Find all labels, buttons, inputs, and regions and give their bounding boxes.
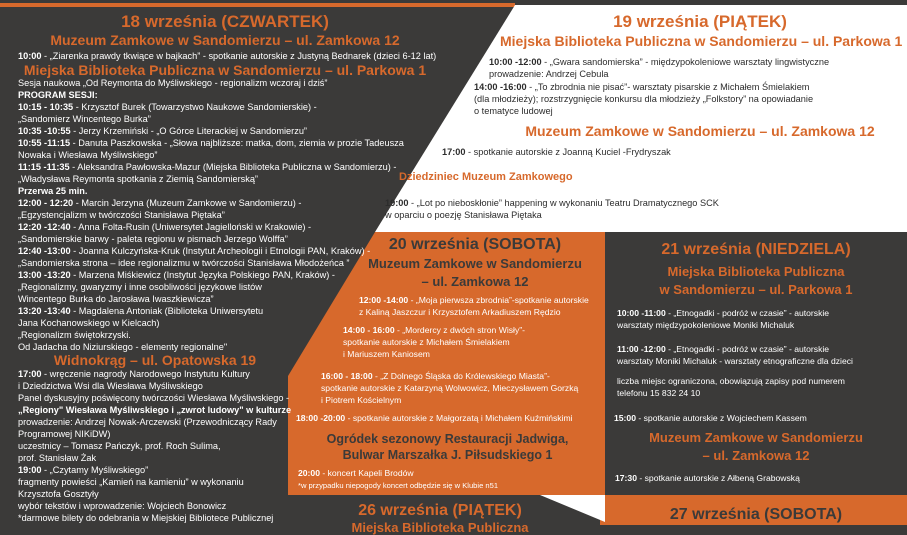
schedule-line (474, 81, 813, 93)
schedule-line (18, 392, 291, 404)
schedule-line (296, 412, 573, 424)
schedule-time: „Regiony" Wiesława Myśliwskiego i „zwrot ludowy" w kulturze (18, 405, 292, 415)
day20-event-2 (343, 324, 525, 360)
schedule-text: spotkanie autorskie z Katarzyną Wolwowicz, Mieczysławem Gorzką (321, 383, 579, 393)
day20-event-1 (359, 294, 589, 318)
schedule-line (18, 50, 436, 62)
schedule-time: 10:55 -11:15 (18, 138, 71, 148)
schedule-line (18, 380, 291, 392)
schedule-line (617, 355, 853, 367)
top-orange-stripe (0, 3, 515, 7)
day20-event-4 (296, 412, 573, 424)
schedule-text: prowadzenie: Andrzej Nowak-Arczewski (Przewodniczący Rady (18, 417, 277, 427)
schedule-text: Panel dyskusyjny poświęcony twórczości Wiesława Myśliwskiego - (18, 393, 290, 403)
schedule-line (442, 146, 671, 158)
schedule-text: i Mariuszem Kaniosem (343, 349, 430, 359)
schedule-time: 11:15 -11:35 (18, 162, 70, 172)
schedule-time: 16:00 - 18:00 (321, 371, 373, 381)
schedule-text: - „Moja pierwsza zbrodnia”-spotkanie autorskie (408, 295, 589, 305)
schedule-text: - Joanna Kulczyńska-Kruk (Instytut Archeologii i Etnologii PAN, Kraków) - (70, 246, 371, 256)
schedule-time: 10:00 -12:00 (489, 57, 542, 67)
schedule-time: 13:20 -13:40 (18, 306, 71, 316)
schedule-line (18, 257, 404, 269)
schedule-time: 13:00 -13:20 (18, 270, 71, 280)
schedule-text: Wincentego Burka do Jarosława Iwaszkiewicza” (18, 294, 214, 304)
schedule-line (489, 56, 829, 68)
schedule-text: „Regionalizm świętokrzyski. (18, 330, 131, 340)
schedule-text: - „Z Dolnego Śląska do Królewskiego Miasta”- (372, 371, 550, 381)
day19-happening (385, 197, 719, 221)
schedule-text: - Krzysztof Burek (Towarzystwo Naukowe Sandomierskie) - (73, 102, 317, 112)
schedule-line (617, 307, 829, 319)
day26-title: 26 września (PIĄTEK) (358, 502, 522, 519)
schedule-line (18, 404, 291, 416)
schedule-time: 17:00 (18, 369, 42, 379)
schedule-line (18, 149, 404, 161)
schedule-line (18, 269, 404, 281)
day20-event-3 (321, 370, 578, 406)
schedule-time: 12:20 -12:40 (18, 222, 71, 232)
schedule-text: - Marzena Miśkiewicz (Instytut Języka Polskiego PAN, Kraków) - (70, 270, 335, 280)
day18-venue-library: Miejska Biblioteka Publiczna w Sandomierzu – ul. Parkowa 1 (23, 62, 427, 78)
schedule-text: Sesja naukowa „Od Reymonta do Myśliwskiego - regionalizm wczoraj i dziś” (18, 78, 328, 88)
schedule-line (18, 137, 404, 149)
day20-concert (298, 467, 414, 479)
schedule-time: 15:00 (614, 413, 636, 423)
day18-morning-events (18, 50, 436, 62)
schedule-text: telefonu 15 832 24 10 (617, 388, 701, 398)
schedule-text: Od Jadacha do Niziurskiego - elementy regionalne" (18, 342, 228, 352)
day21-workshop-2 (617, 343, 853, 367)
schedule-time: 12:00 -14:00 (359, 295, 409, 305)
schedule-text: - „Etnogadki - podróż w czasie” - autorskie (665, 344, 830, 354)
schedule-text: - wręczenie nagrody Narodowego Instytutu Kultury (41, 369, 250, 379)
schedule-time: Przerwa 25 min. (18, 186, 88, 196)
schedule-line (18, 113, 404, 125)
schedule-time: 18:00 -20:00 (296, 413, 346, 423)
schedule-text: - Danuta Paszkowska - „Słowa najbliższe: matka, dom, ziemia w prozie Tadeusza (70, 138, 404, 148)
schedule-line (18, 476, 291, 488)
schedule-line (617, 375, 845, 387)
day20-concert-note: *w przypadku niepogody koncert odbędzie się w Klubie n51 (298, 481, 499, 490)
day18-venue-museum: Muzeum Zamkowe w Sandomierzu – ul. Zamkowa 12 (50, 32, 400, 48)
schedule-text: - spotkanie autorskie z Joanną Kuciel -Frydryszak (465, 147, 671, 157)
schedule-text: „Sandomierskie barwy - paleta regionu w pismach Jerzego Wolffa” (18, 234, 288, 244)
schedule-line (18, 305, 404, 317)
schedule-text: - „Lot po nieboskłonie” happening w wykonaniu Teatru Dramatycznego SCK (408, 198, 719, 208)
schedule-time: 17:30 (615, 473, 637, 483)
schedule-text: liczba miejsc ograniczona, obowiązują zapisy pod numerem (617, 376, 845, 386)
schedule-text: Jana Kochanowskiego w Kielcach) (18, 318, 160, 328)
schedule-text: - „To zbrodnia nie pisać”- warsztaty pisarskie z Michałem Śmielakiem (526, 82, 810, 92)
schedule-line (18, 245, 404, 257)
schedule-line (18, 89, 404, 101)
schedule-line (18, 101, 404, 113)
schedule-text: Programowej NIKiDW) (18, 429, 111, 439)
schedule-text: - Jerzy Krzemiński - „O Górce Literackiej w Sandomierzu” (70, 126, 307, 136)
day20-venue-garden-line2: Bulwar Marszałka J. Piłsudskiego 1 (342, 448, 553, 462)
day19-author-meeting (442, 146, 671, 158)
schedule-line (18, 197, 404, 209)
schedule-line (18, 500, 291, 512)
schedule-time: 10:15 - 10:35 (18, 102, 74, 112)
schedule-line (18, 512, 291, 524)
schedule-line (614, 412, 807, 424)
day27-title: 27 września (SOBOTA) (669, 506, 843, 523)
day21-workshop-1 (617, 307, 829, 331)
schedule-text: - Aleksandra Pawłowska-Mazur (Miejska Biblioteka Publiczna w Sandomierzu) - (69, 162, 397, 172)
schedule-text: - spotkanie autorskie z Ałbeną Grabowską (636, 473, 800, 483)
schedule-time: PROGRAM SESJI: (18, 90, 98, 100)
schedule-text: i Piotrem Kościelnym (321, 395, 402, 405)
schedule-time: 12:40 -13:00 (18, 246, 71, 256)
schedule-line (18, 293, 404, 305)
schedule-text: fragmenty powieści „Kamień na kamieniu” w wykonaniu (18, 477, 244, 487)
day19-title: 19 września (PIĄTEK) (613, 12, 787, 31)
day20-venue-museum-line1: Muzeum Zamkowe w Sandomierzu (368, 256, 582, 271)
schedule-text: - „Etnogadki - podróż w czasie” - autorskie (665, 308, 830, 318)
schedule-text: w oparciu o poezję Stanisława Piętaka (385, 210, 542, 220)
day21-title: 21 września (NIEDZIELA) (661, 241, 851, 258)
schedule-text: „Egzystencjalizm w twórczości Stanisława Piętaka” (18, 210, 225, 220)
schedule-text: z Kaliną Jaszczur i Krzysztofem Arkadiuszem Rędzio (359, 307, 561, 317)
schedule-text: warsztaty Moniki Michaluk - warsztaty etnograficzne dla dzieci (617, 356, 853, 366)
schedule-line (615, 472, 800, 484)
schedule-time: 11:00 -12:00 (617, 344, 666, 354)
day19-venue-museum: Muzeum Zamkowe w Sandomierzu – ul. Zamkowa 12 (525, 123, 875, 139)
schedule-line (18, 428, 291, 440)
schedule-text: prof. Stanisław Żak (18, 453, 97, 463)
schedule-text: „Regionalizmy, gwaryzmy i inne osobliwości językowe listów (18, 282, 262, 292)
schedule-line (321, 370, 578, 382)
day18-evening-events (18, 368, 291, 524)
schedule-line (321, 394, 578, 406)
schedule-line (18, 233, 404, 245)
day21-venue-library-line2: w Sandomierzu – ul. Parkowa 1 (659, 282, 853, 297)
schedule-text: uczestnicy – Tomasz Pańczyk, prof. Roch Sulima, (18, 441, 221, 451)
day21-author-meeting-1 (614, 412, 807, 424)
schedule-line (359, 294, 589, 306)
schedule-line (343, 324, 525, 336)
schedule-text: - „Ziarenka prawdy tkwiące w bajkach” - spotkanie autorskie z Justyną Bednarek (dzieci 6-12 lat) (41, 51, 437, 61)
schedule-text: - „Czytamy Myśliwskiego” (41, 465, 149, 475)
schedule-text: Krzysztofa Gosztyły (18, 489, 99, 499)
schedule-line (343, 348, 525, 360)
day18-venue-widnokrag: Widnokrąg – ul. Opatowska 19 (53, 352, 257, 368)
schedule-text: Nowaka i Wiesława Myśliwskiego” (18, 150, 158, 160)
schedule-text: - „Mordercy z dwóch stron Wisły”- (394, 325, 525, 335)
schedule-line (18, 488, 291, 500)
schedule-line (18, 77, 404, 89)
schedule-line (18, 440, 291, 452)
schedule-line (474, 105, 813, 117)
schedule-line (298, 467, 414, 479)
schedule-line (18, 464, 291, 476)
day21-venue-library-line1: Miejska Biblioteka Publiczna (667, 264, 845, 279)
schedule-text: i Dziedzictwa Wsi dla Wiesława Myśliwskiego (18, 381, 203, 391)
schedule-text: „Sandomierz Wincentego Burka” (18, 114, 151, 124)
schedule-text: - spotkanie autorskie z Wojciechem Kassem (635, 413, 807, 423)
day20-venue-museum-line2: – ul. Zamkowa 12 (421, 274, 529, 289)
schedule-text: wybór tekstów i wprowadzenie: Wojciech Bonowicz (18, 501, 227, 511)
schedule-text: (dla młodzieży); rozstrzygnięcie konkursu dla młodzieży „Folkstory” na opowiadanie (474, 94, 814, 104)
schedule-time: 17:00 (442, 147, 466, 157)
day20-title: 20 września (SOBOTA) (388, 236, 562, 253)
day19-venue-courtyard: Dziedziniec Muzeum Zamkowego (399, 171, 573, 183)
schedule-time: 12:00 - 12:20 (18, 198, 74, 208)
schedule-text: o tematyce ludowej (474, 106, 553, 116)
schedule-line (18, 185, 404, 197)
day26-venue-library: Miejska Biblioteka Publiczna (351, 520, 529, 535)
day19-venue-library: Miejska Biblioteka Publiczna w Sandomierzu – ul. Parkowa 1 (500, 33, 903, 49)
schedule-time: 19:00 (18, 465, 42, 475)
schedule-text: - Marcin Jerzyna (Muzeum Zamkowe w Sandomierzu) - (73, 198, 302, 208)
schedule-line (18, 221, 404, 233)
schedule-text: - koncert Kapeli Brodów (319, 468, 414, 478)
schedule-time: 14:00 -16:00 (474, 82, 527, 92)
schedule-line (343, 336, 525, 348)
schedule-time: 19:00 (385, 198, 409, 208)
schedule-text: - „Gwara sandomierska” - międzypokoleniowe warsztaty lingwistyczne (541, 57, 830, 67)
day19-workshop-writing (474, 81, 813, 117)
schedule-line (18, 173, 404, 185)
schedule-line (474, 93, 813, 105)
schedule-line (385, 209, 719, 221)
schedule-line (321, 382, 578, 394)
schedule-text: - Anna Folta-Rusin (Uniwersytet Jagielloński w Krakowie) - (70, 222, 312, 232)
day21-venue-museum-line2: – ul. Zamkowa 12 (702, 448, 810, 463)
schedule-text: - spotkanie autorskie z Małgorzatą i Michałem Kuźmińskimi (345, 413, 573, 423)
schedule-text: spotkanie autorskie z Michałem Śmielakiem (343, 337, 510, 347)
schedule-text: „Władysława Reymonta spotkania z Ziemią Sandomierską” (18, 174, 258, 184)
day18-session-program (18, 77, 404, 353)
schedule-time: 10:00 (18, 51, 42, 61)
schedule-time: 14:00 - 16:00 (343, 325, 395, 335)
schedule-text: *darmowe bilety do odebrania w Miejskiej Bibliotece Publicznej (18, 513, 274, 523)
schedule-line (18, 125, 404, 137)
schedule-line (617, 319, 829, 331)
schedule-text: prowadzenie: Andrzej Cebula (489, 69, 609, 79)
schedule-line (617, 387, 845, 399)
schedule-line (18, 281, 404, 293)
day20-venue-garden-line1: Ogródek sezonowy Restauracji Jadwiga, (326, 432, 569, 446)
schedule-text: „Sandomierska strona – idee regionalizmu w twórczości Stanisława Młodożeńca ” (18, 258, 350, 268)
schedule-line (18, 209, 404, 221)
schedule-line (18, 161, 404, 173)
day21-venue-museum-line1: Muzeum Zamkowe w Sandomierzu (649, 430, 863, 445)
schedule-text: warsztaty międzypokoleniowe Moniki Michaluk (617, 320, 795, 330)
schedule-line (385, 197, 719, 209)
schedule-time: 10:00 -11:00 (617, 308, 666, 318)
schedule-time: 20:00 (298, 468, 320, 478)
day19-workshop-dialect (489, 56, 829, 80)
schedule-line (617, 343, 853, 355)
day21-registration-info (617, 375, 845, 399)
schedule-time: 10:35 -10:55 (18, 126, 71, 136)
schedule-line (18, 452, 291, 464)
schedule-line (18, 368, 291, 380)
schedule-line (489, 68, 829, 80)
schedule-line (18, 416, 291, 428)
schedule-line (359, 306, 589, 318)
day21-author-meeting-2 (615, 472, 800, 484)
day18-title: 18 września (CZWARTEK) (121, 12, 329, 31)
schedule-text: - Magdalena Antoniak (Biblioteka Uniwersytetu (70, 306, 264, 316)
